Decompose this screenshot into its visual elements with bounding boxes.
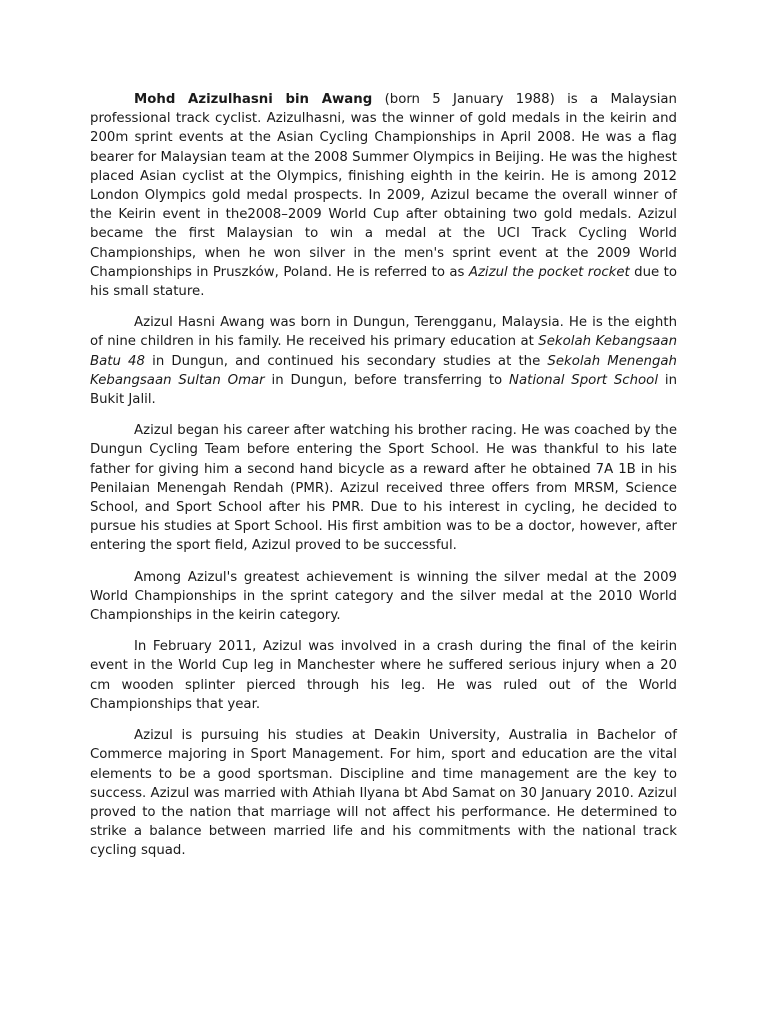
text-run: in Dungun, and continued his secondary studies at the — [144, 353, 548, 369]
school-name: Sekolah Kebangsaan Batu 48 — [90, 334, 677, 369]
school-name: National Sport School — [509, 372, 659, 388]
text-run: Azizul is pursuing his studies at Deakin University, Australia in Bachelor of Commerce majoring in Sport Management. For him, sport and education are the vital elements to be a good sportsman. Discipline and time management are the key to success. Azizul was married with Athiah Ilyana bt Abd Samat on 30 January 2010. Azizul proved to the nation that marriage will not affect his performance. He determined to strike a balance between married life and his commitments with the national track cycling squad. — [90, 728, 677, 859]
subject-name: Mohd Azizulhasni bin Awang — [134, 92, 373, 107]
paragraph-career-start — [90, 421, 677, 555]
text-run: (born 5 January 1988) is a Malaysian professional track cyclist. Azizulhasni, was the winner of gold medals in the keirin and 200m sprint events at the Asian Cycling Championships in April 2008. He was a flag bearer for Malaysian team at the 2008 Summer Olympics in Beijing. He was the highest placed Asian cyclist at the Olympics, finishing eighth in the keirin. He is among 2012 London Olympics gold medal prospects. In 2009, Azizul became the overall winner of the Keirin event in the2008–2009 World Cup after obtaining two gold medals. Azizul became the first Malaysian to win a medal at the UCI Track Cycling World Championships, when he won silver in the men's sprint event at the 2009 World Championships in Pruszków, Poland. He is referred to as — [90, 92, 677, 280]
text-run: In February 2011, Azizul was involved in a crash during the final of the keirin event in the World Cup leg in Manchester where he suffered serious injury when a 20 cm wooden splinter pierced through his leg. He was ruled out of the World Championships that year. — [90, 639, 677, 712]
paragraph-intro — [90, 90, 677, 301]
school-name: Sekolah Menengah Kebangsaan Sultan Omar — [90, 353, 677, 388]
text-run: in Bukit Jalil. — [90, 372, 678, 408]
text-run: Azizul began his career after watching his brother racing. He was coached by the Dungun Cycling Team before entering the Sport School. He was thankful to his late father for giving him a second hand bicycle as a reward after he obtained 7A 1B in his Penilaian Menengah Rendah (PMR). Azizul received three offers from MRSM, Science School, and Sport School after his PMR. Due to his interest in cycling, he decided to pursue his studies at Sport School. His first ambition was to be a doctor, however, after entering the sport field, Azizul proved to be successful. — [90, 423, 677, 554]
text-run: in Dungun, before transferring to — [264, 372, 510, 388]
document-page — [90, 90, 677, 873]
paragraph-injury — [90, 637, 677, 714]
text-run: Azizul Hasni Awang was born in Dungun, Terengganu, Malaysia. He is the eighth of nine children in his family. He received his primary education at — [90, 315, 677, 350]
text-run: Among Azizul's greatest achievement is winning the silver medal at the 2009 World Championships in the sprint category and the silver medal at the 2010 World Championships in the keirin category. — [90, 569, 677, 624]
text-run: due to his small stature. — [90, 264, 677, 300]
paragraph-achievements — [90, 568, 677, 626]
paragraph-early-life — [90, 313, 677, 409]
paragraph-education — [90, 726, 677, 860]
nickname: Azizul the pocket rocket — [468, 264, 630, 280]
